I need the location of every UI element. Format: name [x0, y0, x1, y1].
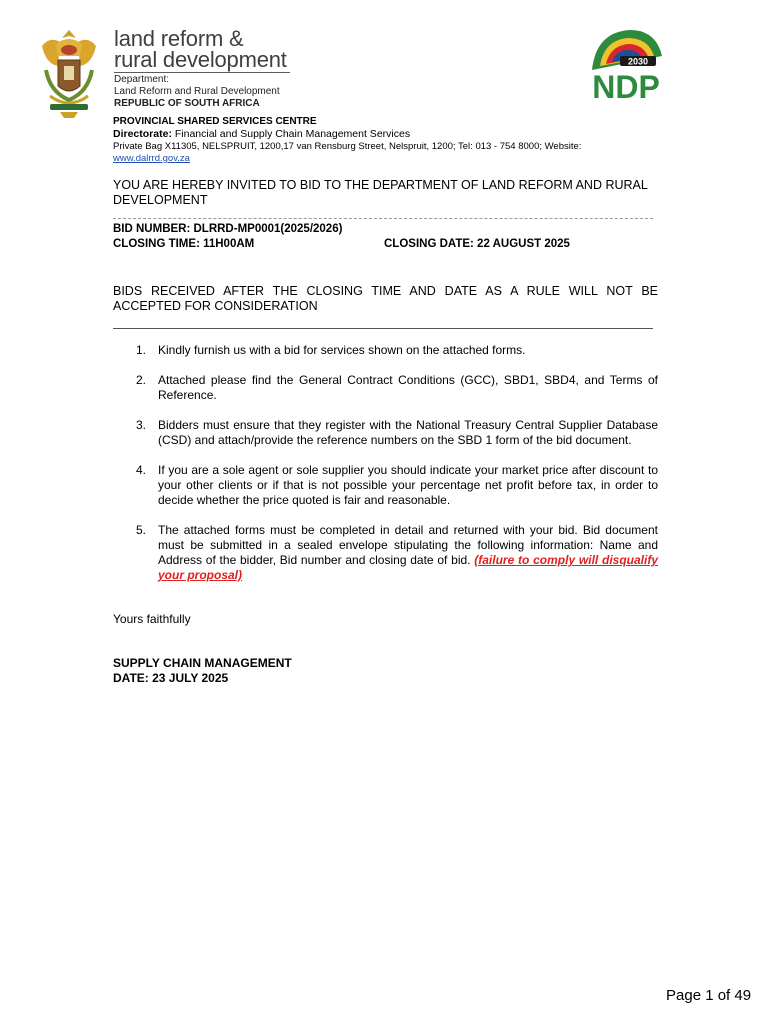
bid-details: [113, 222, 570, 252]
list-item-number: 4.: [136, 463, 147, 477]
instruction-list: [113, 343, 658, 598]
invitation-heading: YOU ARE HEREBY INVITED TO BID TO THE DEPARTMENT OF LAND REFORM AND RURAL DEVELOPMENT: [113, 178, 648, 207]
signatory: SUPPLY CHAIN MANAGEMENT: [113, 656, 292, 670]
bid-number: BID NUMBER: DLRRD-MP0001(2025/2026): [113, 223, 343, 235]
brand-divider: [114, 72, 290, 73]
list-item-number: 3.: [136, 418, 147, 432]
website-link[interactable]: www.dalrrd.gov.za: [113, 153, 190, 164]
department-name: Land Reform and Rural Development: [114, 86, 280, 97]
list-item-number: 2.: [136, 373, 147, 387]
closing-salutation: Yours faithfully: [113, 612, 191, 626]
brand-name-line2: rural development: [114, 47, 287, 72]
centre-name: PROVINCIAL SHARED SERVICES CENTRE: [113, 116, 317, 127]
list-item-text: Attached please find the General Contract Conditions (GCC), SBD1, SBD4, and Terms of Reference.: [158, 373, 658, 402]
list-item: [113, 373, 658, 403]
list-item-text: The attached forms must be completed in detail and returned with your bid. Bid document must be submitted in a sealed envelope stipulating the following information: Name and Address of the bidder, Bid number and closing date of bid.: [158, 523, 658, 567]
list-item: [113, 463, 658, 508]
signature-block: [113, 656, 292, 686]
list-item: [113, 418, 658, 448]
directorate-line: [113, 128, 410, 140]
closing-time-value: : 11H00AM: [196, 238, 255, 250]
department-block: [114, 74, 280, 110]
directorate-label: Directorate:: [113, 128, 172, 140]
brand-name-line1: land reform &: [114, 26, 244, 51]
list-item-number: 5.: [136, 523, 147, 537]
signature-date: DATE: 23 JULY 2025: [113, 671, 229, 685]
address-line: Private Bag X11305, NELSPRUIT, 1200,17 van Rensburg Street, Nelspruit, 1200; Tel: 013 - 754 8000; Website:: [113, 141, 582, 152]
list-item-text: Bidders must ensure that they register with the National Treasury Central Supplier Database (CSD) and attach/provide the reference numbers on the SBD 1 form of the bid document.: [158, 418, 658, 447]
coat-of-arms-logo: [36, 26, 102, 122]
closing-time-label: CLOSING TIME: [113, 238, 197, 250]
list-item-text: If you are a sole agent or sole supplier you should indicate your market price after discount to your other clients or if that is not possible your percentage net profit before tax, in order to decide whether the price quoted is fair and reasonable.: [158, 463, 658, 507]
disqualification-warning: (failure to comply will disqualify your proposal): [158, 553, 659, 582]
divider: [113, 218, 653, 219]
list-item: [113, 523, 658, 583]
late-bids-warning: BIDS RECEIVED AFTER THE CLOSING TIME AND DATE AS A RULE WILL NOT BE ACCEPTED FOR CONSIDERATION: [113, 284, 658, 313]
list-item-number: 1.: [136, 343, 147, 357]
ndp-wordmark: NDP: [592, 69, 660, 102]
department-label: Department:: [114, 74, 170, 85]
ndp-year-label: 2030: [627, 56, 649, 67]
closing-time: [113, 237, 342, 252]
directorate-value: Financial and Supply Chain Management Services: [174, 128, 411, 140]
list-item: [113, 343, 658, 358]
list-item-text: Kindly furnish us with a bid for services shown on the attached forms.: [158, 343, 526, 357]
page-number: Page 1 of 49: [666, 987, 752, 1004]
country-name: REPUBLIC OF SOUTH AFRICA: [114, 98, 260, 109]
closing-date: CLOSING DATE: 22 AUGUST 2025: [384, 238, 570, 250]
divider: [113, 328, 653, 329]
ndp-2030-logo: [586, 26, 664, 102]
